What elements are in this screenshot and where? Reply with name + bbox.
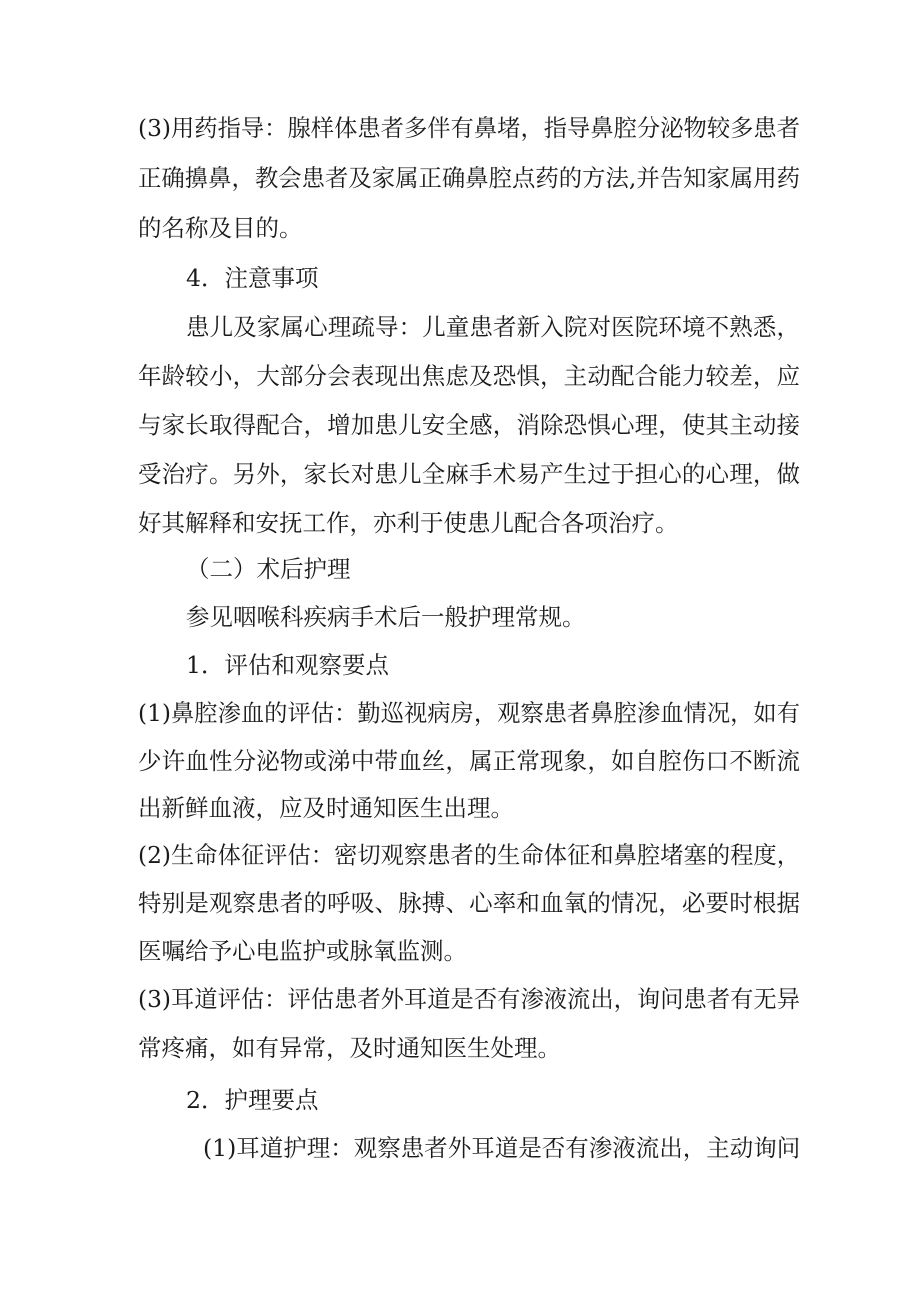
text-line: 医嘱给予心电监护或脉氧监测。 <box>138 937 467 965</box>
text-line: 年龄较小，大部分会表现出焦虑及恐惧，主动配合能力较差，应 <box>138 362 800 390</box>
text-line: 参见咽喉科疾病手术后一般护理常规。 <box>186 603 586 631</box>
text-line: (3)用药指导：腺样体患者多伴有鼻堵，指导鼻腔分泌物较多患者 <box>138 115 800 142</box>
text-line: 特别是观察患者的呼吸、脉搏、心率和血氧的情况，必要时根据 <box>138 889 800 917</box>
section-heading: （二）术后护理 <box>186 555 351 583</box>
text-line: 出新鲜血液，应及时通知医生出理。 <box>138 794 514 822</box>
section-heading: 2．护理要点 <box>186 1086 319 1114</box>
text-line: (1)鼻腔渗血的评估：勤巡视病房，观察患者鼻腔渗血情况，如有 <box>138 700 800 727</box>
section-heading: 4．注意事项 <box>186 264 319 292</box>
text-line: 患儿及家属心理疏导：儿童患者新入院对医院环境不熟悉， <box>186 313 800 341</box>
text-line: 常疼痛，如有异常，及时通知医生处理。 <box>138 1034 561 1062</box>
text-line: (1)耳道护理：观察患者外耳道是否有渗液流出，主动询问 <box>203 1134 801 1162</box>
text-line: (2)生命体征评估：密切观察患者的生命体征和鼻腔堵塞的程度， <box>138 842 800 869</box>
text-line: 受治疗。另外，家长对患儿全麻手术易产生过于担心的心理，做 <box>138 460 800 488</box>
text-line: 正确擤鼻，教会患者及家属正确鼻腔点药的方法,并告知家属用药 <box>138 164 800 192</box>
text-line: 的名称及目的。 <box>138 214 303 242</box>
text-line: 少许血性分泌物或涕中带血丝，属正常现象，如自腔伤口不断流 <box>138 747 800 775</box>
text-line: 好其解释和安抚工作，亦利于使患儿配合各项治疗。 <box>138 509 679 537</box>
section-heading: 1．评估和观察要点 <box>186 651 389 679</box>
text-line: 与家长取得配合，增加患儿安全感，消除恐惧心理，使其主动接 <box>138 411 800 439</box>
text-line: (3)耳道评估：评估患者外耳道是否有渗液流出，询问患者有无异 <box>138 986 800 1013</box>
